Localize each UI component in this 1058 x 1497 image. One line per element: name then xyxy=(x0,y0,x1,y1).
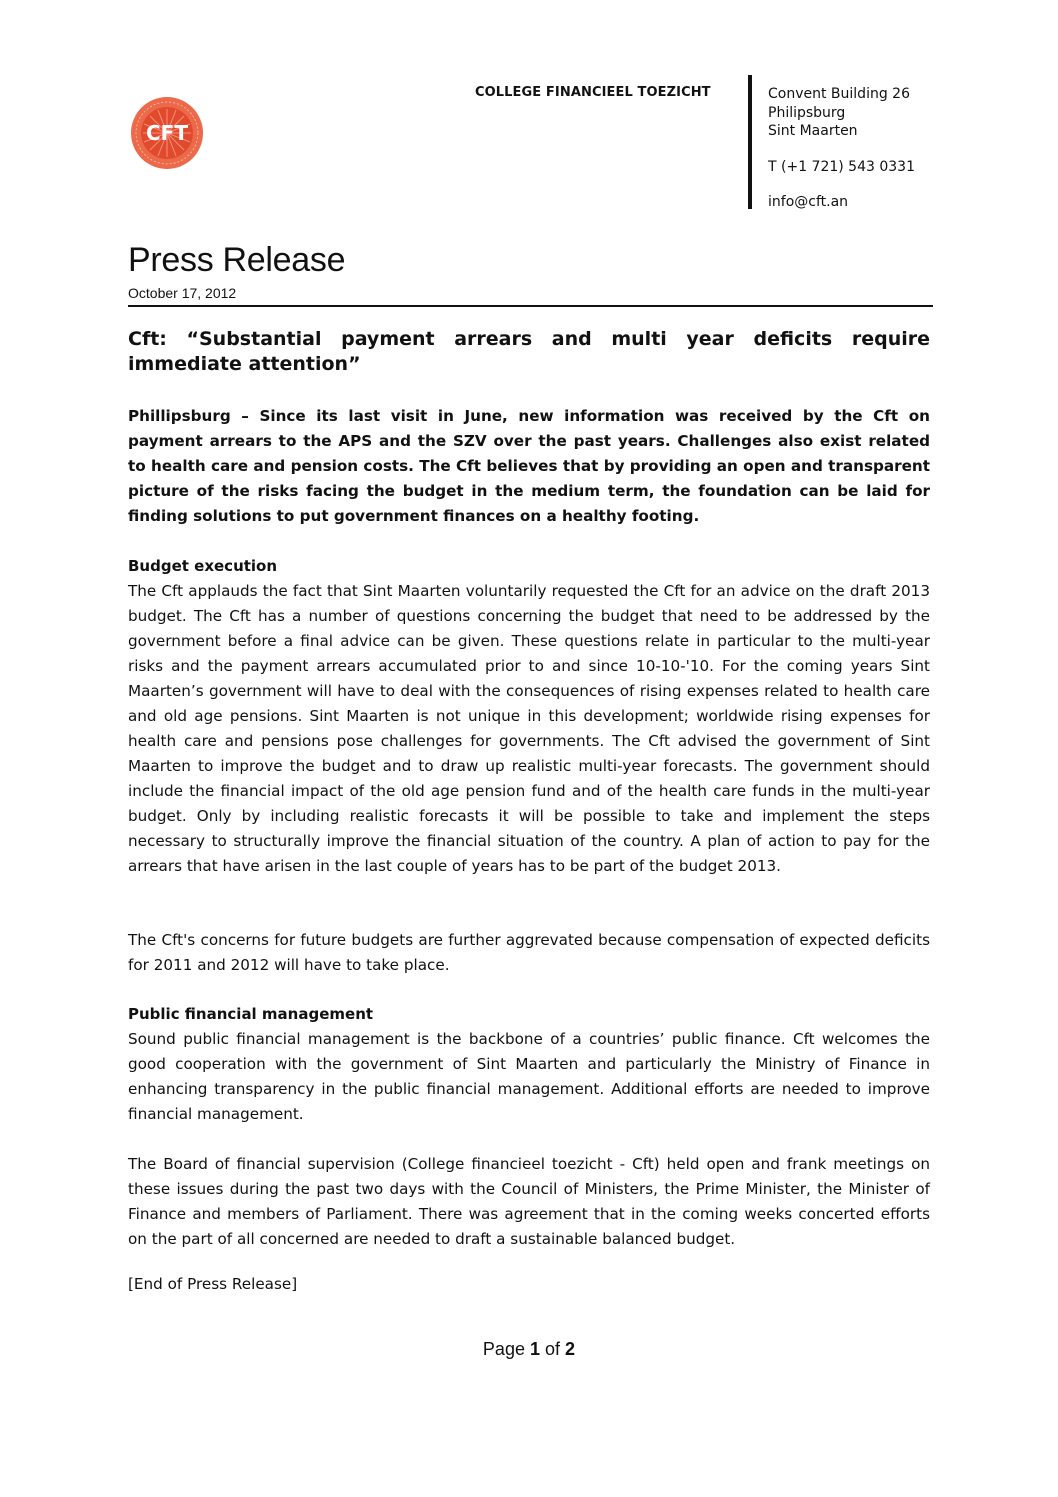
cft-logo-icon xyxy=(130,96,204,170)
section-heading: Budget execution xyxy=(128,557,278,575)
section-heading: Public financial management xyxy=(128,1005,374,1023)
phone-number: T (+1 721) 543 0331 xyxy=(768,158,915,175)
concerns-paragraph: The Cft's concerns for future budgets are further aggrevated because compensation of expected deficits for 2011 and 2012 will have to take place. xyxy=(128,931,930,974)
title-divider xyxy=(128,305,933,307)
section-body: The Cft applauds the fact that Sint Maarten voluntarily requested the Cft for an advice on the draft 2013 budget. The Cft has a number of questions concerning the budget that need to be addressed by the government before a final advice can be given. These questions relate in particular to the multi-year risks and the payment arrears accumulated prior to and since 10-10-'10. For the coming years Sint Maarten’s government will have to deal with the consequences of rising expenses related to health care and old age pensions. Sint Maarten is not unique in this development; worldwide rising expenses for health care and pensions pose challenges for governments. The Cft advised the government of Sint Maarten to improve the budget and to draw up realistic multi-year forecasts. The government should include the financial impact of the old age pension fund and of the health care funds in the multi-year budget. Only by including realistic forecasts it will be possible to take and implement the steps necessary to structurally improve the financial situation of the country. A plan of action to pay for the arrears that have arisen in the last couple of years has to be part of the budget 2013. xyxy=(128,582,930,875)
current-page: 1 xyxy=(529,1339,540,1359)
page-label: Page xyxy=(482,1339,525,1359)
header-divider xyxy=(748,75,752,209)
section-budget-execution xyxy=(128,554,930,879)
page-title: Press Release xyxy=(128,241,346,279)
section-public-financial-management xyxy=(128,1002,930,1127)
headline: Cft: “Substantial payment arrears and multi year deficits require immediate attention” xyxy=(128,328,930,375)
organization-name: COLLEGE FINANCIEEL TOEZICHT xyxy=(475,85,711,100)
svg-text:CFT: CFT xyxy=(146,121,188,145)
release-date: October 17, 2012 xyxy=(128,285,237,301)
page-number-footer xyxy=(0,1339,1058,1360)
lead-paragraph: Phillipsburg – Since its last visit in June, new information was received by the Cft on payment arrears to the APS and the SZV over the past years. Challenges also exist related to health care and pension costs. The Cft believes that by providing an open and transparent picture of the risks facing the budget in the medium term, the foundation can be laid for finding solutions to put government finances on a healthy footing. xyxy=(128,407,930,525)
email-address[interactable]: info@cft.an xyxy=(768,194,849,210)
of-label: of xyxy=(545,1339,561,1359)
end-note: [End of Press Release] xyxy=(128,1275,298,1293)
address-line-1: Convent Building 26 xyxy=(768,86,910,102)
contact-address-block xyxy=(768,85,915,212)
board-paragraph: The Board of financial supervision (College financieel toezicht - Cft) held open and frank meetings on these issues during the past two days with the Council of Ministers, the Prime Minister, the Minister of Finance and members of Parliament. There was agreement that in the coming weeks concerted efforts on the part of all concerned are needed to draft a sustainable balanced budget. xyxy=(128,1155,930,1248)
total-pages: 2 xyxy=(565,1339,576,1359)
address-line-3: Sint Maarten xyxy=(768,123,858,139)
address-line-2: Philipsburg xyxy=(768,104,846,121)
section-body: Sound public financial management is the backbone of a countries’ public finance. Cft welcomes the good cooperation with the government of Sint Maarten and particularly the Ministry of Finance in enhancing transparency in the public financial management. Additional efforts are needed to improve financial management. xyxy=(128,1030,930,1123)
